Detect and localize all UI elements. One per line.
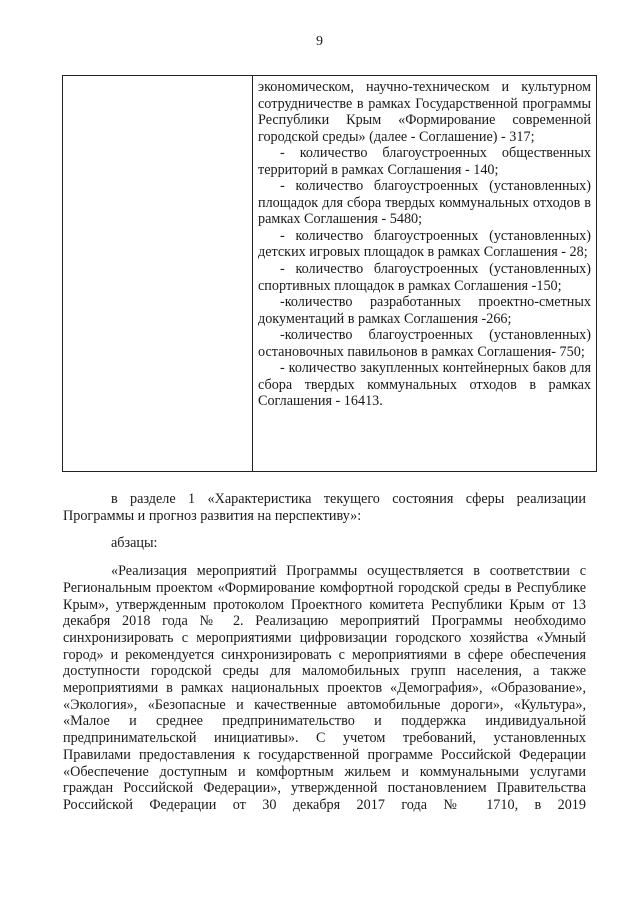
table-list-item: - количество благоустроенных (установленных) спортивных площадок в рамках Соглашения -150; — [258, 261, 591, 294]
table-list-item: -количество благоустроенных (установленных) остановочных павильонов в рамках Соглашения- 750; — [258, 327, 591, 360]
table-cell-right — [258, 79, 591, 410]
section-reference-paragraph: в разделе 1 «Характеристика текущего состояния сферы реализации Программы и прогноз развития на перспективу»: — [63, 491, 586, 524]
table-list-item: - количество благоустроенных (установленных) детских игровых площадок в рамках Соглашения - 28; — [258, 227, 591, 261]
table-list-item: -количество разработанных проектно-сметных документаций в рамках Соглашения -266; — [258, 294, 591, 327]
table-list-item: - количество закупленных контейнерных баков для сбора твердых коммунальных отходов в рамках Соглашения - 16413. — [258, 360, 591, 410]
table-list-item: - количество благоустроенных общественных территорий в рамках Соглашения - 140; — [258, 145, 591, 178]
table-list-item: - количество благоустроенных (установленных) площадок для сбора твердых коммунальных отходов в рамках Соглашения - 5480; — [258, 178, 591, 228]
table-cell-intro: экономическом, научно-техническом и культурном сотрудничестве в рамках Государственной программы Республики Крым «Формирование современной городской среды» (далее - Соглашение) - 317; — [258, 79, 591, 145]
main-paragraph: «Реализация мероприятий Программы осуществляется в соответствии с Региональным проектом «Формирование комфортной городской среды в Республике Крым», утвержденным протоколом Проектного комитета Республики Крым от 13 декабря 2018 года № 2. Реализацию мероприятий Программы необходимо синхронизировать с мероприятиями цифровизации городского хозяйства «Умный город» и рекомендуется синхронизировать с мероприятиями в сфере обеспечения доступности городской среды для маломобильных групп населения, а также мероприятиями в рамках национальных проектов «Демография», «Образование», «Экология», «Безопасные и качественные автомобильные дороги», «Культура», «Малое и среднее предпринимательство и поддержка индивидуальной предпринимательской инициативы». С учетом требований, установленных Правилами предоставления к государственной программе Российской Федерации «Обеспечение доступным и комфортным жильем и коммунальными услугами граждан Российской Федерации», утвержденной постановлением Правительства Российской Федерации от 30 декабря 2017 года № 1710, в 2019 — [63, 563, 586, 813]
document-body — [63, 491, 586, 814]
page-number: 9 — [316, 34, 323, 49]
table-column-divider — [252, 76, 253, 471]
paragraphs-label: абзацы: — [111, 535, 158, 552]
continuation-table — [62, 75, 597, 472]
